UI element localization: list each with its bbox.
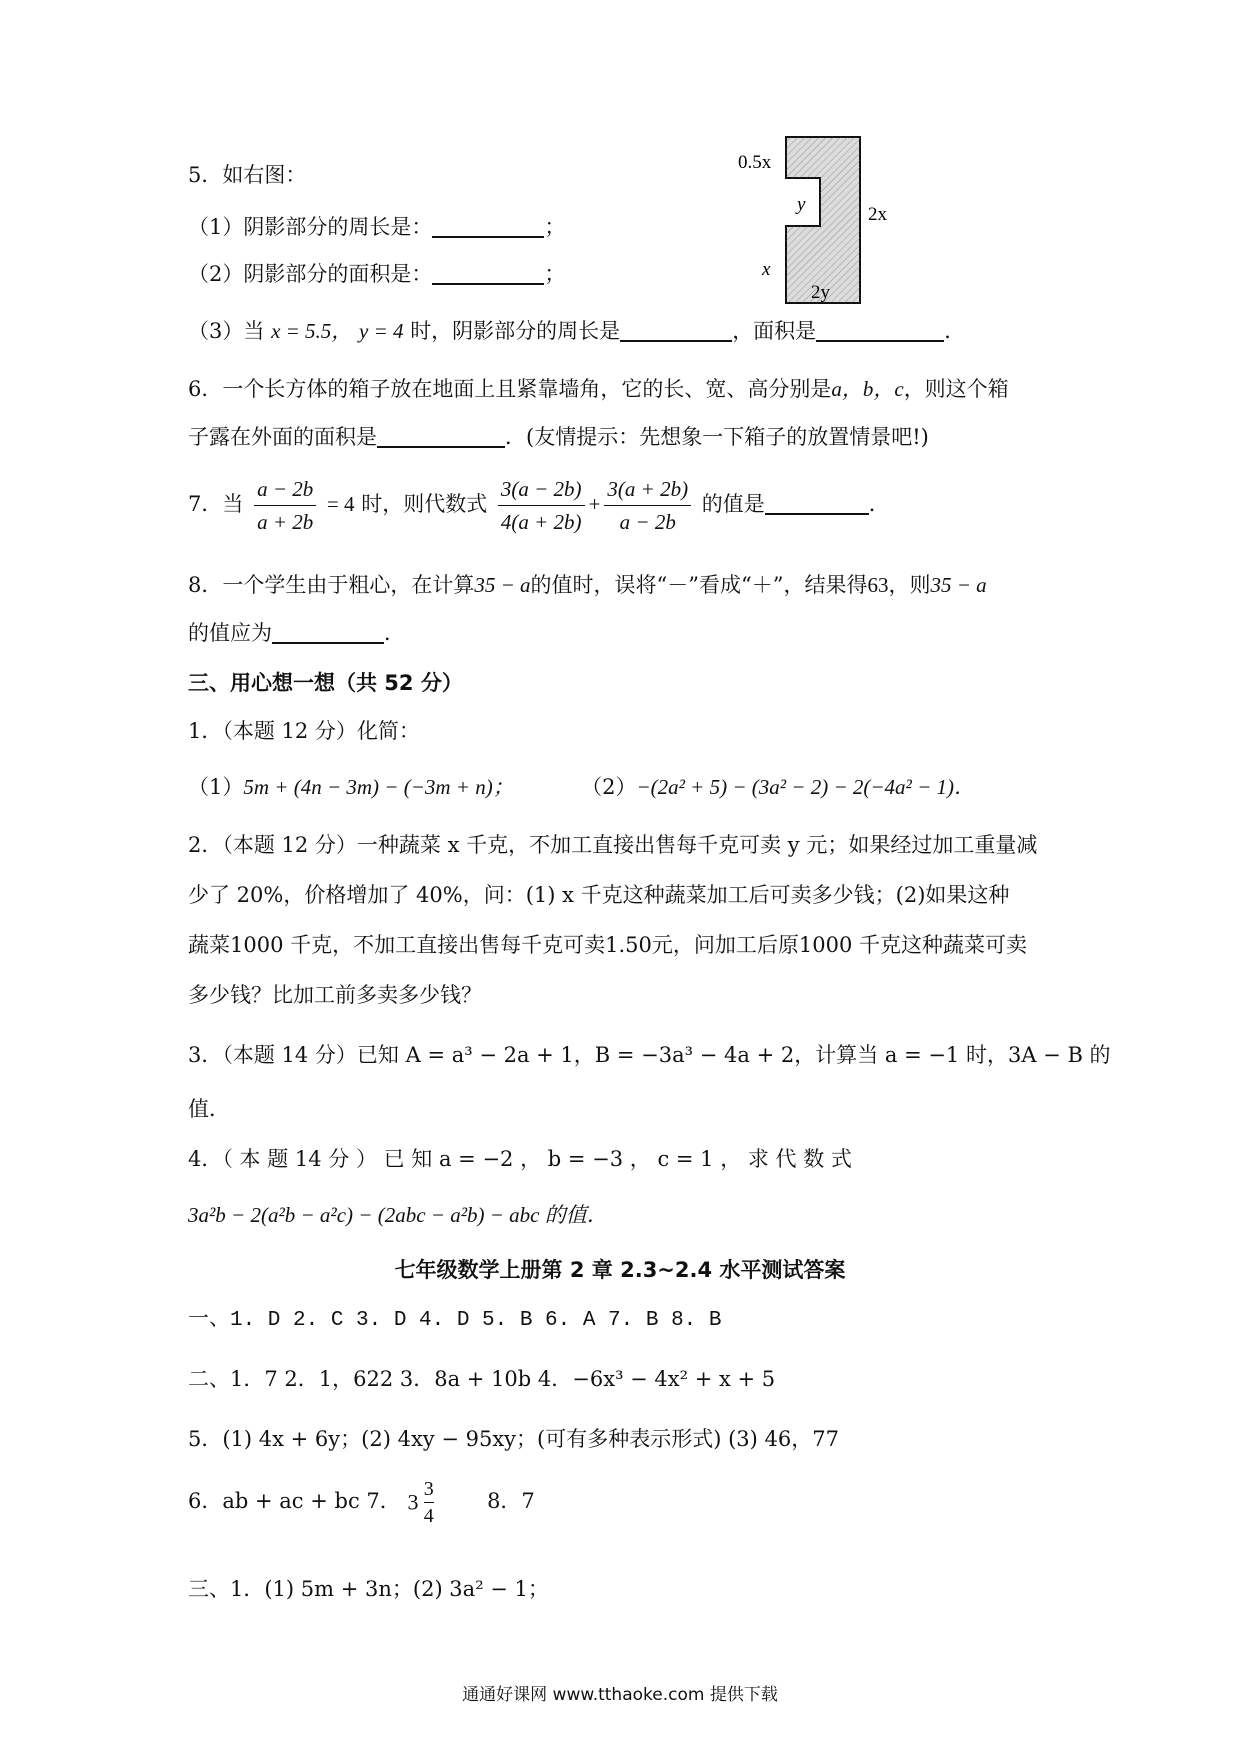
q6-text2: ，则这个箱 [903, 377, 1009, 401]
s3-q2-line2: 少了 20%，价格增加了 40%，问：(1) x 千克这种蔬菜加工后可卖多少钱；(2)如果这种 [188, 883, 1010, 907]
s3-q1-parts [188, 772, 975, 802]
s3-q1-p1-label: （1） [188, 775, 244, 799]
q8-expr: 35 − a [474, 573, 531, 597]
s3-q2-line1: 2．（本题 12 分）一种蔬菜 x 千克，不加工直接出售每千克可卖 y 元；如果经过加工重量减 [188, 833, 1038, 857]
answer-blank[interactable] [272, 641, 384, 644]
q7-fraction-2: $\frac{3(a - 2b)}{4(a + 2b)}$ [498, 474, 585, 537]
answer-blank[interactable] [620, 339, 732, 342]
q8-text2: 的值时，误将“－”看成“＋”，结果得 [530, 573, 868, 597]
answers-row-4-text2: 8．7 [487, 1489, 535, 1513]
q5-part3-text3: ，面积是 [732, 319, 817, 343]
s3-q4-line1: 4．（ 本 题 14 分 ） 已 知 a = −2 ， b = −3 ， c = 1 ， 求 代 数 式 [188, 1147, 852, 1171]
q6-line2 [188, 422, 929, 452]
q5-part1: （1）阴影部分的周长是： ； [188, 215, 566, 239]
page-footer: 通通好课网 www.tthaoke.com 提供下载 [462, 1685, 778, 1705]
q7-eq: = 4 [326, 492, 355, 516]
q8-line1 [188, 570, 987, 600]
q7-text: 7．当 [188, 492, 244, 516]
label-top: 0.5x [738, 152, 772, 173]
s3-q1-p2-label: （2） [581, 775, 637, 799]
q5-cond-x: x = 5.5， [271, 319, 353, 343]
q7-plus: + [588, 492, 601, 516]
q7-fraction-1: $\frac{a - 2b}{a + 2b}$ [254, 474, 316, 537]
q6-text: 6．一个长方体的箱子放在地面上且紧靠墙角，它的长、宽、高分别是 [188, 377, 832, 401]
q7-text3: 的值是 [701, 492, 765, 516]
answers-row-3: 5．(1) 4x + 6y；(2) 4xy − 95xy；(可有多种表示形式) (3) 46，77 [188, 1427, 839, 1451]
answers-row-4-text: 6．ab + ac + bc 7． [188, 1489, 401, 1513]
s3-q2-line4: 多少钱？比加工前多卖多少钱？ [188, 983, 482, 1007]
q5-part2: （2）阴影部分的面积是： ； [188, 262, 566, 286]
q5-part2-label: （2）阴影部分的面积是： [188, 262, 433, 286]
label-left: x [762, 259, 771, 280]
q7-text2: 时，则代数式 [361, 492, 488, 516]
answers-row-5: 三、1．(1) 5m + 3n；(2) 3a² − 1； [188, 1577, 549, 1601]
shaded-shape-figure [720, 130, 900, 310]
q5-part3-text: （3）当 [188, 319, 265, 343]
answers-row-1: 一、1. D 2. C 3. D 4. D 5. B 6. A 7. B 8. B [188, 1309, 722, 1332]
q6-text3: 子露在外面的面积是 [188, 425, 377, 449]
label-y: y [797, 194, 806, 215]
q8-line2: 的值应为 ． [188, 621, 405, 645]
s3-q3-line2: 值． [188, 1097, 230, 1121]
mixed-fraction: 3 $\frac{3}{4}$ [407, 1478, 434, 1527]
answers-row-2: 二、1．7 2．1，622 3．8a + 10b 4．−6x³ − 4x² + x + 5 [188, 1367, 776, 1391]
answers-title: 七年级数学上册第 2 章 2.3~2.4 水平测试答案 [394, 1258, 846, 1282]
s3-q1-heading: 1．（本题 12 分）化简： [188, 719, 420, 743]
answer-blank[interactable] [816, 339, 944, 342]
label-bottom: 2y [811, 282, 830, 303]
s3-q1-p2: −(2a² + 5) − (3a² − 2) − 2(−4a² − 1)． [636, 775, 975, 799]
q5-heading: 5．如右图： [188, 163, 307, 187]
answer-blank[interactable] [432, 235, 544, 238]
s3-q4-line2: 3a²b − 2(a²b − a²c) − (2abc − a²b) − abc 的值． [188, 1203, 608, 1227]
q6-vars: a，b，c [831, 377, 904, 401]
q8-text3: ，则 [888, 573, 931, 597]
q8-text4: 的值应为 [188, 621, 272, 645]
q5-part3-text2: 时，阴影部分的周长是 [410, 319, 621, 343]
q5-cond-y: y = 4 [359, 319, 404, 343]
q7-line: 7．当 $\frac{a - 2b}{a + 2b}$ = 4 时，则代数式 $\frac{3(a - 2b)}{4(a + 2b)}$ + $\frac{3(a + 2b)}{a - 2b}$ 的值是 ． [188, 474, 890, 537]
q8-result: 63 [867, 573, 889, 597]
answer-blank[interactable] [432, 282, 544, 285]
answers-row-4 [188, 1476, 535, 1529]
q6-line1 [188, 374, 1009, 404]
s3-q1-p1: 5m + (4n − 3m) − (−3m + n)； [243, 775, 514, 799]
q6-hint: ．(友情提示：先想象一下箱子的放置情景吧!) [505, 425, 929, 449]
q5-part3: （3）当 x = 5.5， y = 4 时，阴影部分的周长是 ，面积是 ． [188, 319, 966, 343]
section-3-title: 三、用心想一想（共 52 分） [188, 671, 463, 695]
label-right: 2x [868, 204, 887, 225]
q5-part1-label: （1）阴影部分的周长是： [188, 215, 433, 239]
s3-q2-line3: 蔬菜1000 千克，不加工直接出售每千克可卖1.50元，问加工后原1000 千克这种蔬菜可卖 [188, 933, 1027, 957]
s3-q3-line1: 3．（本题 14 分）已知 A = a³ − 2a + 1，B = −3a³ − 4a + 2，计算当 a = −1 时，3A − B 的 [188, 1043, 1111, 1067]
q7-fraction-3: $\frac{3(a + 2b)}{a - 2b}$ [604, 474, 691, 537]
answer-blank[interactable] [765, 512, 869, 515]
q8-text: 8．一个学生由于粗心，在计算 [188, 573, 475, 597]
q8-expr2: 35 − a [930, 573, 987, 597]
answer-blank[interactable] [377, 445, 505, 448]
